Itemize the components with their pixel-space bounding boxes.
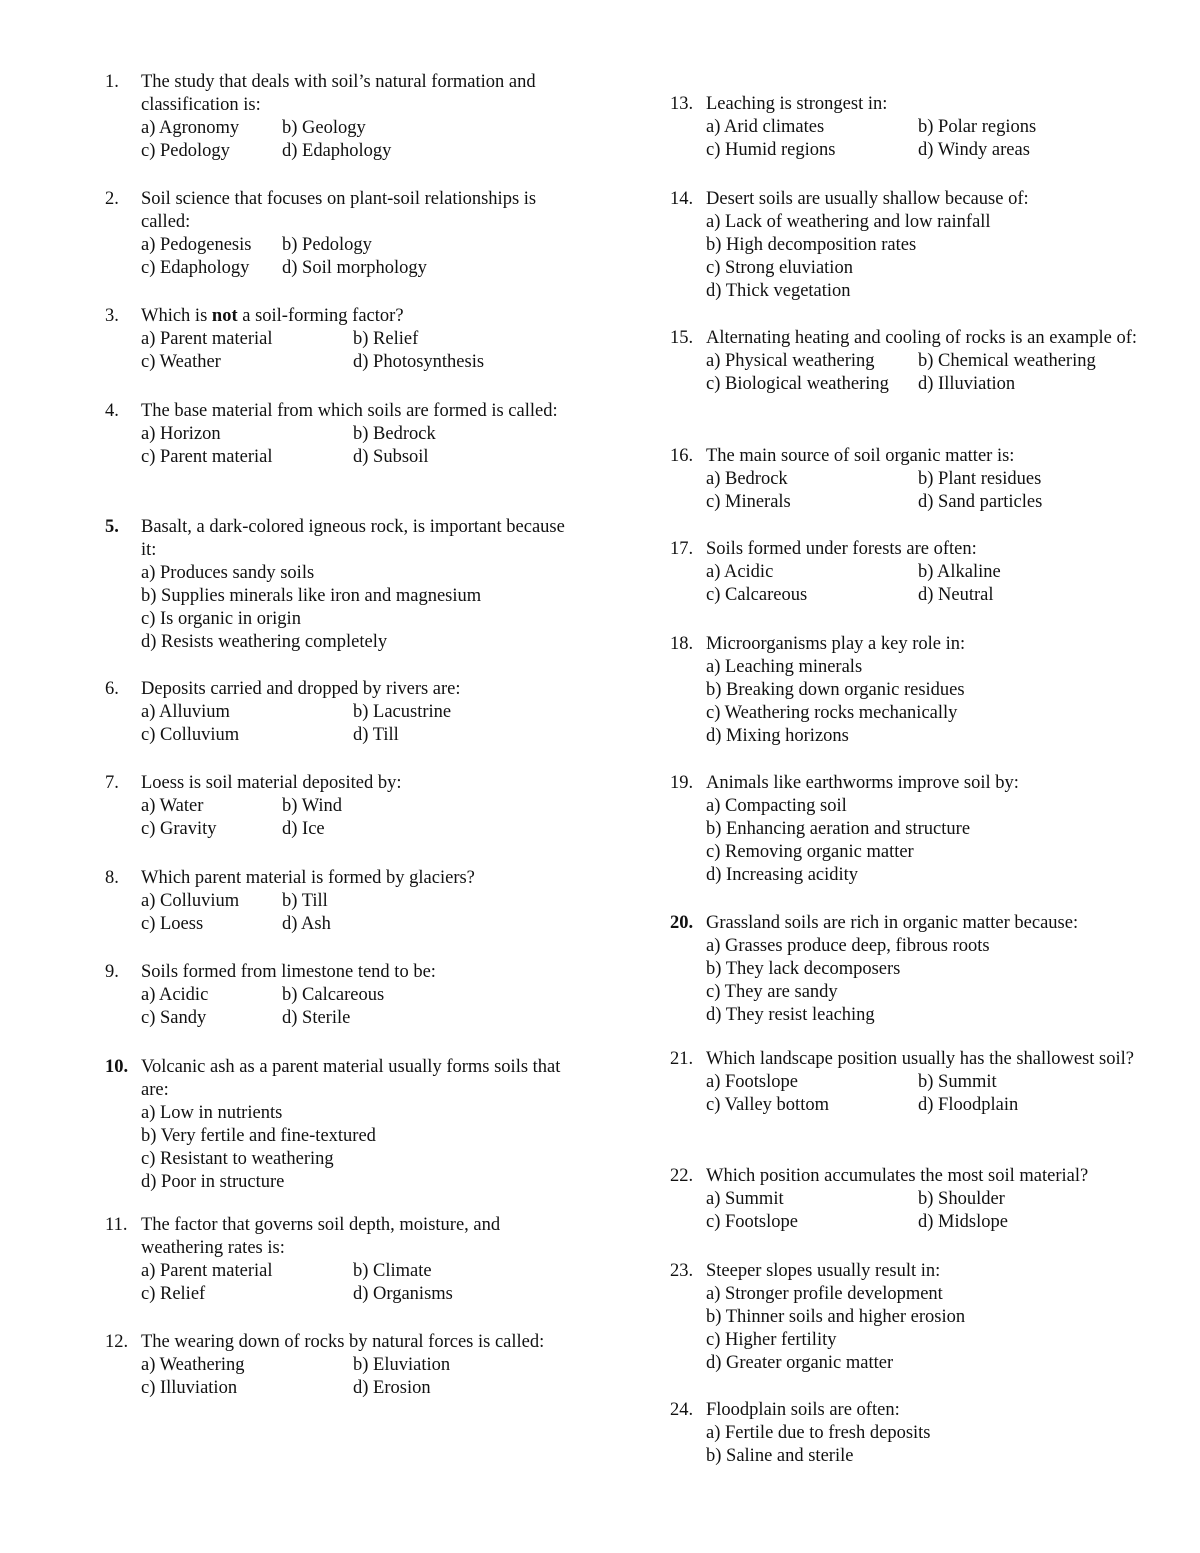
option-d: d) Sand particles: [918, 492, 1043, 512]
option-c: c) Removing organic matter: [706, 842, 914, 862]
question-24: [670, 1399, 1150, 1468]
question-number: 19.: [670, 773, 694, 793]
option-c: c) Weathering rocks mechanically: [706, 703, 958, 723]
option-a: a) Acidic: [141, 985, 209, 1005]
option-c: c) Loess: [141, 914, 204, 934]
option-a: a) Fertile due to fresh deposits: [706, 1423, 931, 1443]
question-number: 17.: [670, 539, 694, 559]
question-number: 3.: [105, 306, 119, 326]
option-c: c) Minerals: [706, 492, 791, 512]
question-2: [105, 188, 575, 280]
option-c: c) Footslope: [706, 1212, 798, 1232]
question-21: [670, 1048, 1150, 1117]
question-text: Floodplain soils are often:: [706, 1400, 900, 1420]
option-a: a) Lack of weathering and low rainfall: [706, 212, 991, 232]
question-17: [670, 538, 1150, 607]
question-text: Loess is soil material deposited by:: [141, 773, 402, 793]
question-text: The factor that governs soil depth, moisture, and weathering rates is:: [141, 1215, 501, 1258]
option-d: d) They resist leaching: [706, 1005, 875, 1025]
option-b: b) Summit: [918, 1072, 997, 1092]
option-d: d) Increasing acidity: [706, 865, 859, 885]
question-9: [105, 961, 575, 1030]
question-number: 4.: [105, 401, 119, 421]
option-d: d) Greater organic matter: [706, 1353, 894, 1373]
question-number: 20.: [670, 913, 694, 933]
option-b: b) Relief: [353, 329, 419, 349]
question-14: [670, 188, 1150, 303]
option-c: c) Resistant to weathering: [141, 1149, 334, 1169]
option-b: b) Plant residues: [918, 469, 1042, 489]
option-c: c) Higher fertility: [706, 1330, 837, 1350]
question-3: [105, 305, 575, 374]
question-22: [670, 1165, 1150, 1234]
question-number: 21.: [670, 1049, 694, 1069]
option-a: a) Produces sandy soils: [141, 563, 315, 583]
option-c: c) Gravity: [141, 819, 217, 839]
question-5: [105, 516, 575, 654]
question-text: Soil science that focuses on plant-soil relationships is called:: [141, 189, 537, 232]
question-8: [105, 867, 575, 936]
question-text: The main source of soil organic matter is:: [706, 446, 1015, 466]
option-c: c) They are sandy: [706, 982, 838, 1002]
question-number: 14.: [670, 189, 694, 209]
option-d: d) Midslope: [918, 1212, 1008, 1232]
question-text: Animals like earthworms improve soil by:: [706, 773, 1019, 793]
option-d: d) Mixing horizons: [706, 726, 849, 746]
question-number: 16.: [670, 446, 694, 466]
option-b: b) Chemical weathering: [918, 351, 1096, 371]
option-a: a) Stronger profile development: [706, 1284, 943, 1304]
option-c: c) Pedology: [141, 141, 230, 161]
option-b: b) Bedrock: [353, 424, 436, 444]
option-d: d) Windy areas: [918, 140, 1030, 160]
emphasis-not: not: [211, 306, 238, 326]
question-number: 23.: [670, 1261, 694, 1281]
option-a: a) Alluvium: [141, 702, 230, 722]
option-b: b) Climate: [353, 1261, 432, 1281]
option-d: d) Ash: [282, 914, 331, 934]
option-c: c) Calcareous: [706, 585, 808, 605]
question-text: Which parent material is formed by glaciers?: [141, 868, 475, 888]
question-number: 2.: [105, 189, 119, 209]
option-b: b) Supplies minerals like iron and magnesium: [141, 586, 482, 606]
question-number: 24.: [670, 1400, 694, 1420]
question-text: Soils formed from limestone tend to be:: [141, 962, 436, 982]
option-c: c) Biological weathering: [706, 374, 889, 394]
option-a: a) Horizon: [141, 424, 221, 444]
question-number: 5.: [105, 517, 119, 537]
option-a: a) Physical weathering: [706, 351, 875, 371]
question-7: [105, 772, 575, 841]
option-d: d) Photosynthesis: [353, 352, 485, 372]
question-text: The base material from which soils are formed is called:: [141, 401, 558, 421]
question-text: Soils formed under forests are often:: [706, 539, 977, 559]
option-a: a) Low in nutrients: [141, 1103, 283, 1123]
question-10: [105, 1056, 575, 1194]
question-text: Deposits carried and dropped by rivers are:: [141, 679, 461, 699]
question-text: Steeper slopes usually result in:: [706, 1261, 941, 1281]
question-number: 6.: [105, 679, 119, 699]
option-d: d) Organisms: [353, 1284, 453, 1304]
question-text: Grassland soils are rich in organic matter because:: [706, 913, 1079, 933]
question-number: 13.: [670, 94, 694, 114]
option-c: c) Weather: [141, 352, 221, 372]
question-11: [105, 1214, 575, 1306]
option-b: b) Pedology: [282, 235, 372, 255]
question-text: Which landscape position usually has the shallowest soil?: [706, 1049, 1134, 1069]
option-b: b) Calcareous: [282, 985, 385, 1005]
option-b: b) Lacustrine: [353, 702, 452, 722]
option-a: a) Grasses produce deep, fibrous roots: [706, 936, 990, 956]
question-19: [670, 772, 1150, 887]
option-d: d) Sterile: [282, 1008, 351, 1028]
question-6: [105, 678, 575, 747]
question-1: [105, 71, 575, 163]
question-18: [670, 633, 1150, 748]
option-a: a) Weathering: [141, 1355, 245, 1375]
question-15: [670, 327, 1150, 396]
option-a: a) Parent material: [141, 1261, 273, 1281]
option-b: b) Saline and sterile: [706, 1446, 854, 1466]
option-a: a) Compacting soil: [706, 796, 847, 816]
option-d: d) Thick vegetation: [706, 281, 851, 301]
option-c: c) Humid regions: [706, 140, 836, 160]
question-text: Alternating heating and cooling of rocks is an example of:: [706, 328, 1138, 348]
question-13: [670, 93, 1150, 162]
option-d: d) Neutral: [918, 585, 994, 605]
option-c: c) Illuviation: [141, 1378, 238, 1398]
option-b: b) Breaking down organic residues: [706, 680, 965, 700]
option-c: c) Sandy: [141, 1008, 207, 1028]
option-d: d) Resists weathering completely: [141, 632, 388, 652]
option-d: d) Subsoil: [353, 447, 429, 467]
option-a: a) Pedogenesis: [141, 235, 252, 255]
option-c: c) Is organic in origin: [141, 609, 301, 629]
option-d: d) Floodplain: [918, 1095, 1019, 1115]
option-b: b) Thinner soils and higher erosion: [706, 1307, 966, 1327]
question-number: 15.: [670, 328, 694, 348]
option-a: a) Agronomy: [141, 118, 240, 138]
option-c: c) Strong eluviation: [706, 258, 853, 278]
question-number: 1.: [105, 72, 119, 92]
option-c: c) Relief: [141, 1284, 206, 1304]
option-b: b) Polar regions: [918, 117, 1037, 137]
question-number: 9.: [105, 962, 119, 982]
option-b: b) Alkaline: [918, 562, 1001, 582]
question-text: Desert soils are usually shallow because of:: [706, 189, 1029, 209]
question-text: The wearing down of rocks by natural forces is called:: [141, 1332, 545, 1352]
question-number: 18.: [670, 634, 694, 654]
option-b: b) Till: [282, 891, 328, 911]
question-number: 11.: [105, 1215, 128, 1235]
option-b: b) Eluviation: [353, 1355, 451, 1375]
option-d: d) Edaphology: [282, 141, 392, 161]
question-number: 12.: [105, 1332, 129, 1352]
option-c: c) Colluvium: [141, 725, 240, 745]
option-a: a) Footslope: [706, 1072, 798, 1092]
option-d: d) Erosion: [353, 1378, 431, 1398]
option-b: b) Very fertile and fine-textured: [141, 1126, 376, 1146]
option-d: d) Till: [353, 725, 399, 745]
question-text: Leaching is strongest in:: [706, 94, 888, 114]
question-text: Basalt, a dark-colored igneous rock, is important because it:: [141, 517, 565, 560]
option-d: d) Soil morphology: [282, 258, 427, 278]
option-a: a) Arid climates: [706, 117, 825, 137]
option-d: d) Poor in structure: [141, 1172, 285, 1192]
question-20: [670, 912, 1150, 1027]
option-a: a) Leaching minerals: [706, 657, 863, 677]
question-4: [105, 400, 575, 469]
question-number: 10.: [105, 1057, 129, 1077]
option-b: b) Shoulder: [918, 1189, 1005, 1209]
option-b: b) Wind: [282, 796, 343, 816]
option-b: b) Geology: [282, 118, 366, 138]
option-c: c) Parent material: [141, 447, 273, 467]
option-b: b) They lack decomposers: [706, 959, 901, 979]
question-text: Which is not a soil-forming factor?: [141, 306, 404, 326]
question-16: [670, 445, 1150, 514]
option-d: d) Ice: [282, 819, 325, 839]
question-number: 7.: [105, 773, 119, 793]
question-text: Which position accumulates the most soil material?: [706, 1166, 1089, 1186]
option-a: a) Parent material: [141, 329, 273, 349]
option-a: a) Bedrock: [706, 469, 788, 489]
question-text: The study that deals with soil’s natural formation and classification is:: [141, 72, 536, 115]
option-a: a) Colluvium: [141, 891, 240, 911]
question-text: Volcanic ash as a parent material usually forms soils that are:: [141, 1057, 561, 1100]
option-b: b) Enhancing aeration and structure: [706, 819, 971, 839]
option-a: a) Water: [141, 796, 204, 816]
option-b: b) High decomposition rates: [706, 235, 917, 255]
option-c: c) Valley bottom: [706, 1095, 829, 1115]
question-number: 22.: [670, 1166, 694, 1186]
option-a: a) Acidic: [706, 562, 774, 582]
option-d: d) Illuviation: [918, 374, 1016, 394]
option-a: a) Summit: [706, 1189, 784, 1209]
question-number: 8.: [105, 868, 119, 888]
question-23: [670, 1260, 1150, 1375]
option-c: c) Edaphology: [141, 258, 250, 278]
question-text: Microorganisms play a key role in:: [706, 634, 966, 654]
question-12: [105, 1331, 575, 1400]
